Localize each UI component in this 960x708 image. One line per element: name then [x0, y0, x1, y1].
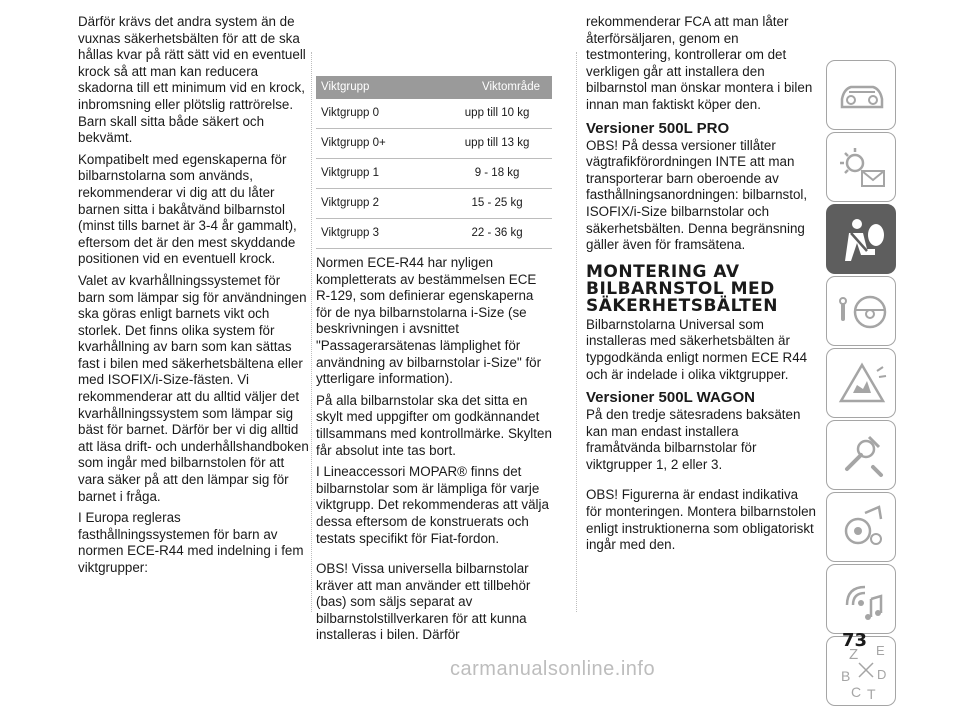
registered-mark: ® — [457, 464, 468, 480]
chapter-tab-dashboard[interactable] — [826, 60, 896, 130]
subheading-500l-pro: Versioner 500L PRO — [586, 119, 730, 137]
text-column-1 — [78, 14, 310, 582]
chapter-tab-safety[interactable] — [826, 204, 896, 274]
chapter-tab-starting-driving[interactable] — [826, 276, 896, 346]
watermark: carmanualsonline.info — [450, 658, 656, 680]
warning-lights-icon — [827, 133, 897, 203]
table-header-viktomrade: Viktområde — [417, 76, 552, 99]
paragraph: På alla bilbarnstolar ska det sitta en skylt med uppgifter om godkännandet tillsammans med kontrollmärke. Skylten får absolut inte tas bort. — [316, 392, 552, 458]
index-letter: D — [877, 667, 887, 682]
mopar-text-rest: finns det bilbarnstolar som är lämpliga för varje viktgrupp. Det rekommenderas att välja dessa eftersom de konstruerats och testats specifikt för Fiat-fordon. — [316, 464, 549, 546]
index-letter: T — [867, 686, 876, 702]
table-row — [316, 219, 552, 249]
paragraph — [316, 464, 552, 547]
table-cell: upp till 10 kg — [417, 99, 552, 129]
index-letter: B — [841, 668, 851, 684]
column-divider — [576, 52, 577, 612]
table-row — [316, 99, 552, 129]
paragraph: I Europa regleras fasthållningssystemen för barn av normen ECE-R44 med indelning i fem viktgrupper: — [78, 510, 304, 575]
section-heading: MONTERING AV BILBARNSTOL MED SÄKERHETSBÄLTEN — [586, 261, 779, 316]
text-column-2 — [316, 14, 552, 649]
index-letter: E — [876, 643, 885, 658]
paragraph: OBS! På dessa versioner tillåter vägtrafikförordningen INTE att man transporterar barn oberoende av fasthållningsanordningen: bilbarnstol, ISOFIX/i-Size bilbarnstolar och säkerhetsbälten. Denna begränsning gäller även för framsätena. — [586, 137, 808, 253]
page-number: 73 — [842, 630, 868, 651]
paragraph: Därför krävs det andra system än de vuxnas säkerhetsbälten för att de ska hållas kvar på rätt sätt vid en eventuell krock så att man kan reducera skadorna till ett minimum vid en krock, inbromsning eller plötslig rattrörelse. Barn skall sitta både säkert och bekvämt. — [78, 14, 306, 146]
index-letter: C — [851, 684, 862, 700]
chapter-tab-technical-data[interactable] — [826, 492, 896, 562]
paragraph: Kompatibelt med egenskaperna för bilbarnstolarna som används, rekommenderar vi dig att du låter barnen sitta i bakåtvänd bilbarnstol (minst tills barnet är 3-4 år gammalt), eftersom det är den mest skyddande positionen vid en eventuell krock. — [78, 151, 297, 267]
chapter-tab-multimedia[interactable] — [826, 564, 896, 634]
chapter-tabs — [826, 60, 898, 708]
chapter-tab-emergency[interactable] — [826, 348, 896, 418]
paragraph: Normen ECE-R44 har nyligen kompletterats av bestämmelsen ECE R-129, som definierar egenskaperna för de nya bilbarnstolarna i-Size (se beskrivningen i avsnittet "Passagerarsätenas lämplighet för användning av bilbarnstolar i-Size" för ytterligare information). — [316, 255, 542, 387]
starting-driving-icon — [827, 277, 897, 347]
chapter-tab-warning-lights[interactable] — [826, 132, 896, 202]
paragraph: OBS! Vissa universella bilbarnstolar kräver att man använder ett tillbehör (bas) som säljs separat av bilbarnstolstillverkaren för att kunna installeras i bilen. Därför — [316, 561, 531, 643]
maintenance-icon — [827, 421, 897, 491]
table-header-viktgrupp: Viktgrupp — [316, 76, 417, 99]
table-cell: 9 - 18 kg — [417, 159, 552, 189]
subheading-500l-wagon: Versioner 500L WAGON — [586, 389, 755, 407]
emergency-icon — [827, 349, 897, 419]
technical-data-icon — [827, 493, 897, 563]
text-column-3 — [586, 14, 816, 559]
paragraph: rekommenderar FCA att man låter återförsäljaren, genom en testmontering, kontrollerar om det verkligen går att installera den bilbarnstol man önskar montera i bilen innan man faktiskt köper den. — [586, 14, 813, 112]
car-dashboard-icon — [827, 61, 897, 131]
table-cell: 22 - 36 kg — [417, 219, 552, 249]
table-cell: Viktgrupp 3 — [316, 219, 417, 249]
table-row — [316, 189, 552, 219]
table-cell: Viktgrupp 0+ — [316, 129, 417, 159]
table-row — [316, 129, 552, 159]
table-cell: Viktgrupp 2 — [316, 189, 417, 219]
table-row — [316, 159, 552, 189]
column-divider — [311, 52, 312, 612]
mopar-text: I Lineaccessori MOPAR — [316, 464, 458, 480]
table-header-row — [316, 76, 552, 99]
weight-group-table — [316, 76, 552, 249]
paragraph: På den tredje sätesradens baksäten kan man endast installera framåtvända bilbarnstolar för viktgrupper 1, 2 eller 3. — [586, 407, 801, 472]
multimedia-icon — [827, 565, 897, 635]
index-letter: Z — [849, 646, 859, 663]
paragraph: Valet av kvarhållningssystemet för barn som lämpar sig för användningen ska göras enligt barnets vikt och storlek. Det finns olika system för kvarhållning av barn som kan sättas fast i bilen med säkerhetsbältena eller med ISOFIX/i-Size-fästen. Vi rekommenderar att du alltid väljer det kvarhållningssystem som lämpar sig bäst för barnet. Därför ber vi dig alltid att läsa drift- och underhållshandboken som ingår med bilbarnstolen för att vara säker på att den lämpar sig för barnet i fråga. — [78, 272, 309, 504]
paragraph: Bilbarnstolarna Universal som installeras med säkerhetsbälten är typgodkända enligt normen ECE R44 och är indelade i olika viktgrupper. — [586, 316, 808, 382]
paragraph: OBS! Figurerna är endast indikativa för monteringen. Montera bilbarnstolen enligt instruktionerna som obligatoriskt ingår med den. — [586, 487, 817, 553]
table-cell: Viktgrupp 0 — [316, 99, 417, 129]
airbag-safety-icon — [827, 205, 897, 275]
table-cell: Viktgrupp 1 — [316, 159, 417, 189]
table-cell: upp till 13 kg — [417, 129, 552, 159]
chapter-tab-maintenance[interactable] — [826, 420, 896, 490]
table-cell: 15 - 25 kg — [417, 189, 552, 219]
